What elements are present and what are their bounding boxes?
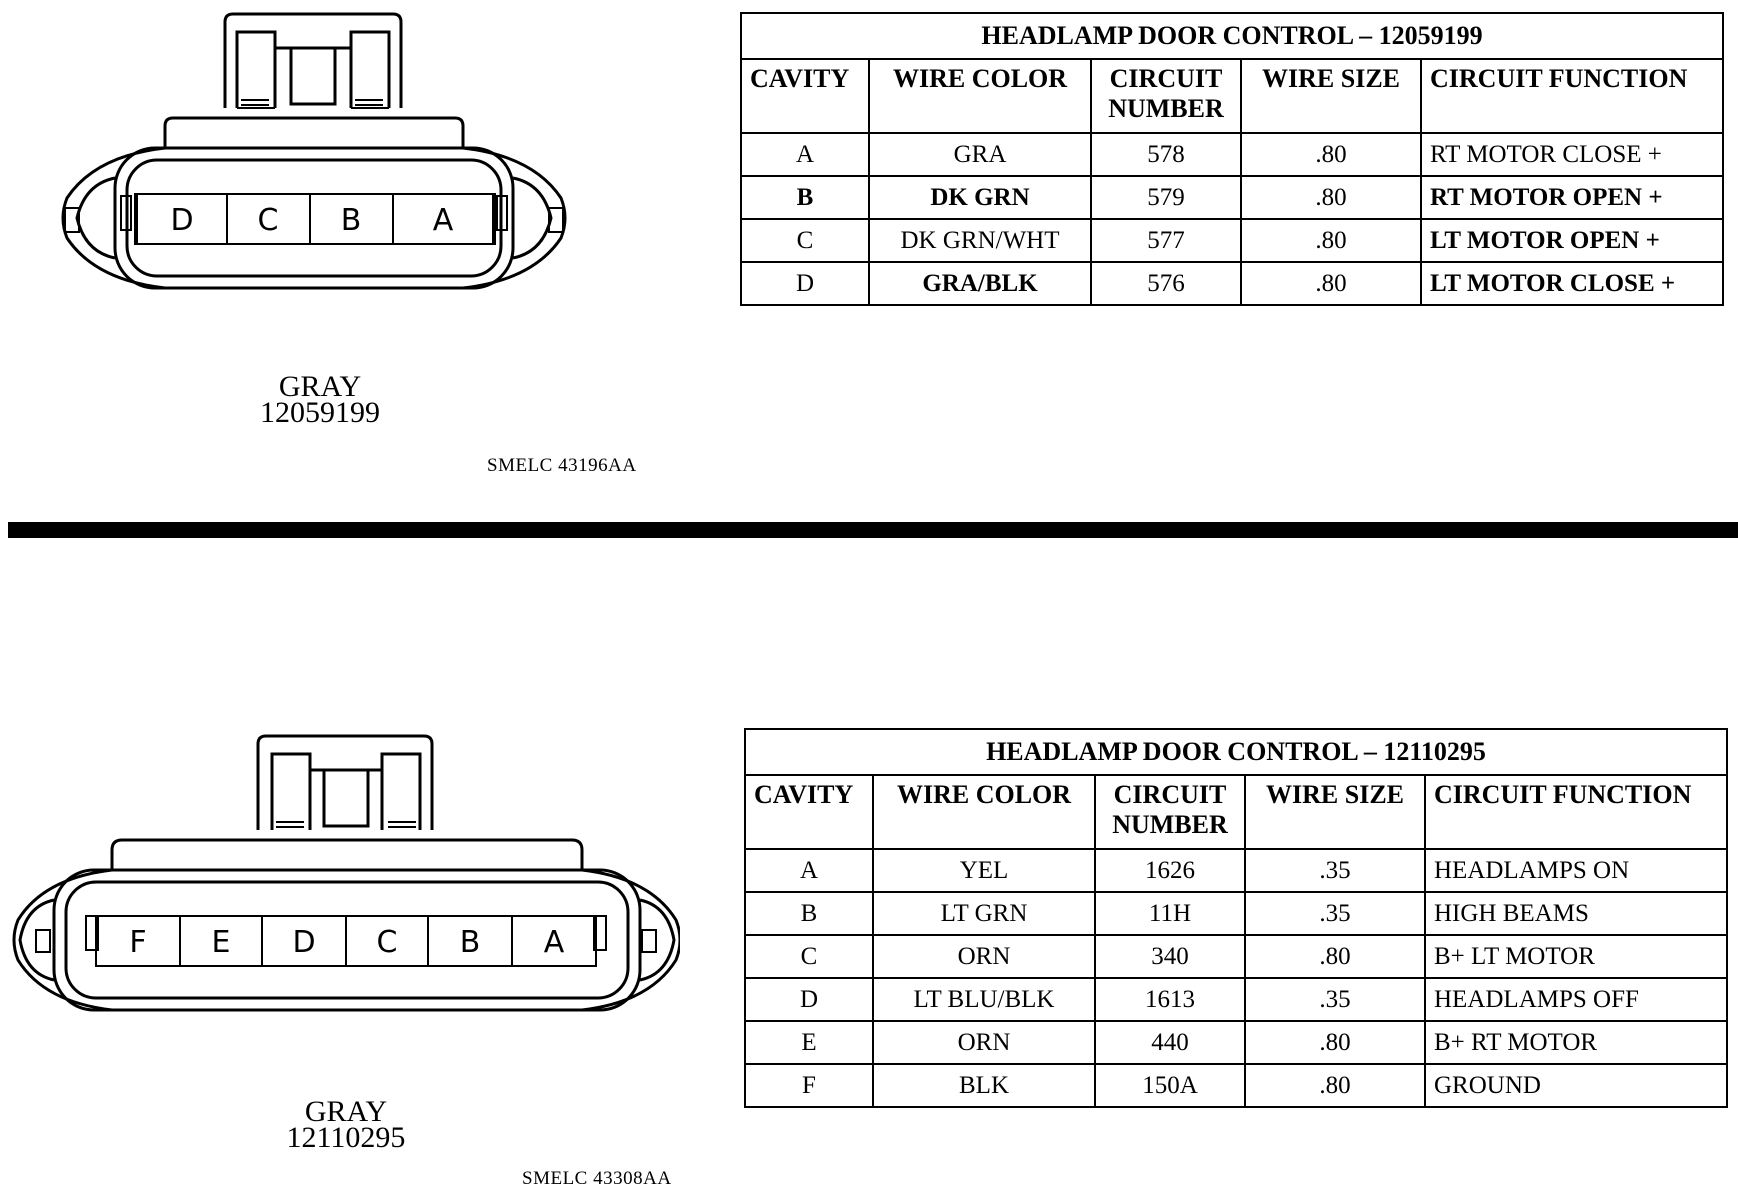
section-divider	[8, 522, 1738, 538]
cell-circuit-number: 579	[1091, 176, 1241, 219]
cell-circuit-function: B+ LT MOTOR	[1425, 935, 1727, 978]
cell-circuit-function: B+ RT MOTOR	[1425, 1021, 1727, 1064]
cell-wire-size: .80	[1241, 262, 1421, 305]
pin-label: C	[376, 925, 398, 960]
cell-cavity: D	[745, 978, 873, 1021]
connector-section-12110295	[0, 540, 1738, 1200]
cell-wire-color: GRA/BLK	[869, 262, 1091, 305]
column-header-circuit-number: CIRCUIT NUMBER	[1095, 775, 1245, 849]
column-header-cavity: CAVITY	[745, 775, 873, 849]
pin-label: A	[543, 925, 565, 960]
cell-circuit-number: 578	[1091, 133, 1241, 176]
cell-cavity: B	[741, 176, 869, 219]
figure-reference: SMELC 43308AA	[522, 1168, 672, 1189]
connector-section-12059199	[0, 0, 1738, 520]
cell-wire-color: BLK	[873, 1064, 1095, 1107]
table-row	[745, 978, 1727, 1021]
figure-reference: SMELC 43196AA	[487, 455, 637, 476]
column-header-cavity: CAVITY	[741, 59, 869, 133]
cell-wire-size: .80	[1241, 219, 1421, 262]
cell-circuit-function: LT MOTOR CLOSE +	[1421, 262, 1723, 305]
column-header-circuit-function: CIRCUIT FUNCTION	[1425, 775, 1727, 849]
pin-label: B	[459, 925, 481, 960]
cell-cavity: D	[741, 262, 869, 305]
table-title: HEADLAMP DOOR CONTROL – 12110295	[745, 729, 1727, 775]
table-title: HEADLAMP DOOR CONTROL – 12059199	[741, 13, 1723, 59]
table-row	[745, 1021, 1727, 1064]
cell-wire-color: YEL	[873, 849, 1095, 892]
cell-wire-color: LT GRN	[873, 892, 1095, 935]
pin-label: C	[257, 203, 279, 238]
cell-cavity: A	[745, 849, 873, 892]
table-row	[741, 219, 1723, 262]
cell-wire-size: .80	[1241, 133, 1421, 176]
cell-wire-size: .35	[1245, 892, 1425, 935]
cell-circuit-number: 150A	[1095, 1064, 1245, 1107]
cell-circuit-number: 1626	[1095, 849, 1245, 892]
cell-circuit-function: RT MOTOR CLOSE +	[1421, 133, 1723, 176]
connector-part-number: 12110295	[286, 1121, 406, 1154]
cell-cavity: F	[745, 1064, 873, 1107]
connector-color-label: GRAY	[304, 1095, 388, 1128]
cell-circuit-number: 576	[1091, 262, 1241, 305]
column-header-circuit-number: CIRCUIT NUMBER	[1091, 59, 1241, 133]
column-header-circuit-function: CIRCUIT FUNCTION	[1421, 59, 1723, 133]
column-header-wire-size: WIRE SIZE	[1241, 59, 1421, 133]
column-header-wire-color: WIRE COLOR	[869, 59, 1091, 133]
cell-wire-color: ORN	[873, 1021, 1095, 1064]
cell-circuit-number: 440	[1095, 1021, 1245, 1064]
cell-circuit-function: HIGH BEAMS	[1425, 892, 1727, 935]
cell-circuit-function: GROUND	[1425, 1064, 1727, 1107]
cell-wire-size: .80	[1241, 176, 1421, 219]
cell-cavity: C	[741, 219, 869, 262]
pin-label: F	[129, 925, 147, 960]
column-header-wire-color: WIRE COLOR	[873, 775, 1095, 849]
pin-label: D	[170, 203, 194, 238]
pinout-table	[740, 12, 1724, 306]
table-row	[745, 892, 1727, 935]
table-row	[741, 133, 1723, 176]
cell-wire-color: DK GRN	[869, 176, 1091, 219]
cell-circuit-number: 577	[1091, 219, 1241, 262]
cell-wire-color: LT BLU/BLK	[873, 978, 1095, 1021]
cell-cavity: E	[745, 1021, 873, 1064]
table-row	[745, 935, 1727, 978]
pin-label: B	[340, 203, 362, 238]
cell-cavity: A	[741, 133, 869, 176]
cell-circuit-function: LT MOTOR OPEN +	[1421, 219, 1723, 262]
cell-circuit-function: HEADLAMPS OFF	[1425, 978, 1727, 1021]
cell-wire-size: .80	[1245, 1021, 1425, 1064]
table-row	[741, 262, 1723, 305]
connector-6pin-diagram	[10, 730, 680, 1050]
cell-wire-size: .35	[1245, 978, 1425, 1021]
cell-wire-size: .80	[1245, 935, 1425, 978]
cell-circuit-function: HEADLAMPS ON	[1425, 849, 1727, 892]
cell-wire-size: .80	[1245, 1064, 1425, 1107]
table-row	[745, 849, 1727, 892]
cell-cavity: B	[745, 892, 873, 935]
cell-wire-color: ORN	[873, 935, 1095, 978]
column-header-wire-size: WIRE SIZE	[1245, 775, 1425, 849]
pin-label: D	[292, 925, 316, 960]
cell-circuit-number: 1613	[1095, 978, 1245, 1021]
pin-label: A	[432, 203, 454, 238]
cell-wire-size: .35	[1245, 849, 1425, 892]
connector-4pin-diagram	[55, 8, 575, 328]
cell-wire-color: GRA	[869, 133, 1091, 176]
cell-circuit-number: 340	[1095, 935, 1245, 978]
table-row	[741, 176, 1723, 219]
pin-label: E	[211, 925, 231, 960]
connector-color-label: GRAY	[278, 370, 362, 403]
pinout-table	[744, 728, 1728, 1108]
connector-part-number: 12059199	[260, 396, 380, 429]
cell-circuit-function: RT MOTOR OPEN +	[1421, 176, 1723, 219]
cell-wire-color: DK GRN/WHT	[869, 219, 1091, 262]
cell-cavity: C	[745, 935, 873, 978]
table-row	[745, 1064, 1727, 1107]
cell-circuit-number: 11H	[1095, 892, 1245, 935]
